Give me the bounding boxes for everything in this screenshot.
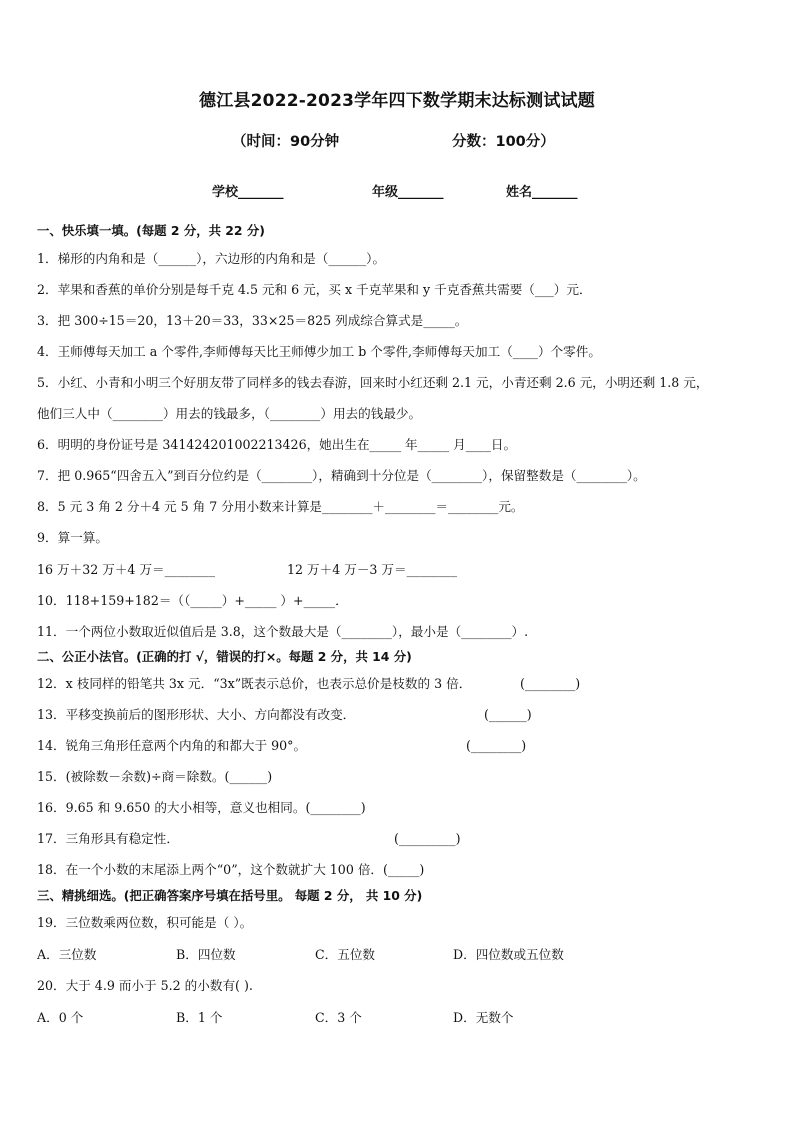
question-17: 17．三角形具有稳定性． bbox=[37, 831, 179, 846]
page-title: 德江县2022-2023学年四下数学期末达标测试试题 bbox=[199, 91, 595, 111]
question-13-answer: (______) bbox=[484, 707, 532, 722]
question-9-part-a: 16 万＋32 万＋4 万＝________ bbox=[37, 562, 216, 577]
question-8: 8．5 元 3 角 2 分＋4 元 5 角 7 分用小数来计算是________＋________＝________元。 bbox=[37, 499, 524, 514]
time-info: （时间：90分钟 bbox=[232, 134, 340, 150]
question-5-line-2: 他们三人中（________）用去的钱最多，（________）用去的钱最少。 bbox=[37, 406, 422, 421]
question-20-option-d: D．无数个 bbox=[453, 1010, 514, 1025]
question-12-answer: (________) bbox=[520, 676, 581, 691]
question-20-option-c: C．3 个 bbox=[315, 1010, 362, 1025]
name-field[interactable]: 姓名_______ bbox=[506, 185, 578, 200]
question-13: 13．平移变换前后的图形形状、大小、方向都没有改变． bbox=[37, 707, 356, 722]
question-16: 16．9.65 和 9.650 的大小相等，意义也相同。(________) bbox=[37, 800, 366, 815]
question-1: 1．梯形的内角和是（______），六边形的内角和是（______）。 bbox=[37, 251, 386, 266]
question-18: 18．在一个小数的末尾添上两个“0”，这个数就扩大 100 倍．(_____) bbox=[37, 862, 425, 877]
question-20: 20．大于 4.9 而小于 5.2 的小数有( ). bbox=[37, 978, 253, 993]
question-6: 6．明明的身份证号是 341424201002213426，她出生在_____ 年_____ 月____日。 bbox=[37, 437, 517, 452]
question-9-part-b: 12 万＋4 万－3 万＝________ bbox=[287, 562, 457, 577]
question-12: 12．x 枝同样的铅笔共 3x 元．“3x”既表示总价，也表示总价是枝数的 3 倍． bbox=[37, 676, 472, 691]
question-19-option-b: B．四位数 bbox=[176, 947, 236, 962]
section-2-heading: 二、公正小法官。(正确的打 √，错误的打×。每题 2 分，共 14 分) bbox=[37, 649, 412, 664]
school-field[interactable]: 学校_______ bbox=[212, 185, 284, 200]
question-19-option-d: D．四位数或五位数 bbox=[453, 947, 564, 962]
question-10: 10．118+159+182＝（（_____）+_____ ）+_____． bbox=[37, 593, 348, 608]
question-2: 2．苹果和香蕉的单价分别是每千克 4.5 元和 6 元，买 x 千克苹果和 y 千克香蕉共需要（___）元． bbox=[37, 282, 592, 297]
section-1-heading: 一、快乐填一填。(每题 2 分，共 22 分) bbox=[37, 223, 265, 238]
question-7: 7．把 0.965“四舍五入”到百分位约是（________），精确到十分位是（________），保留整数是（________）。 bbox=[37, 468, 646, 483]
question-19-option-a: A．三位数 bbox=[37, 947, 97, 962]
grade-field[interactable]: 年级_______ bbox=[372, 185, 444, 200]
question-19-option-c: C．五位数 bbox=[315, 947, 376, 962]
question-11: 11．一个两位小数取近似值后是 3.8，这个数最大是（________），最小是（________）. bbox=[37, 624, 529, 639]
question-4: 4．王师傅每天加工 a 个零件,李师傅每天比王师傅少加工 b 个零件,李师傅每天加工（____）个零件。 bbox=[37, 344, 601, 359]
question-15: 15．(被除数－余数)÷商＝除数。(______) bbox=[37, 769, 273, 784]
question-14: 14．锐角三角形任意两个内角的和都大于 90°。 bbox=[37, 738, 307, 753]
question-17-answer: (_________) bbox=[394, 831, 461, 846]
question-20-option-a: A．0 个 bbox=[37, 1010, 84, 1025]
question-3: 3．把 300÷15＝20，13＋20＝33，33×25＝825 列成综合算式是_____。 bbox=[37, 313, 468, 328]
score-info: 分数：100分） bbox=[452, 134, 555, 150]
question-19: 19．三位数乘两位数，积可能是（ ）。 bbox=[37, 915, 253, 930]
section-3-heading: 三、精挑细选。(把正确答案序号填在括号里。 每题 2 分， 共 10 分) bbox=[37, 888, 423, 903]
question-9: 9．算一算。 bbox=[37, 530, 108, 545]
question-14-answer: (________) bbox=[466, 738, 527, 753]
question-5-line-1: 5．小红、小青和小明三个好朋友带了同样多的钱去春游，回来时小红还剩 2.1 元，小青还剩 2.6 元，小明还剩 1.8 元， bbox=[37, 375, 709, 390]
question-20-option-b: B．1 个 bbox=[176, 1010, 223, 1025]
